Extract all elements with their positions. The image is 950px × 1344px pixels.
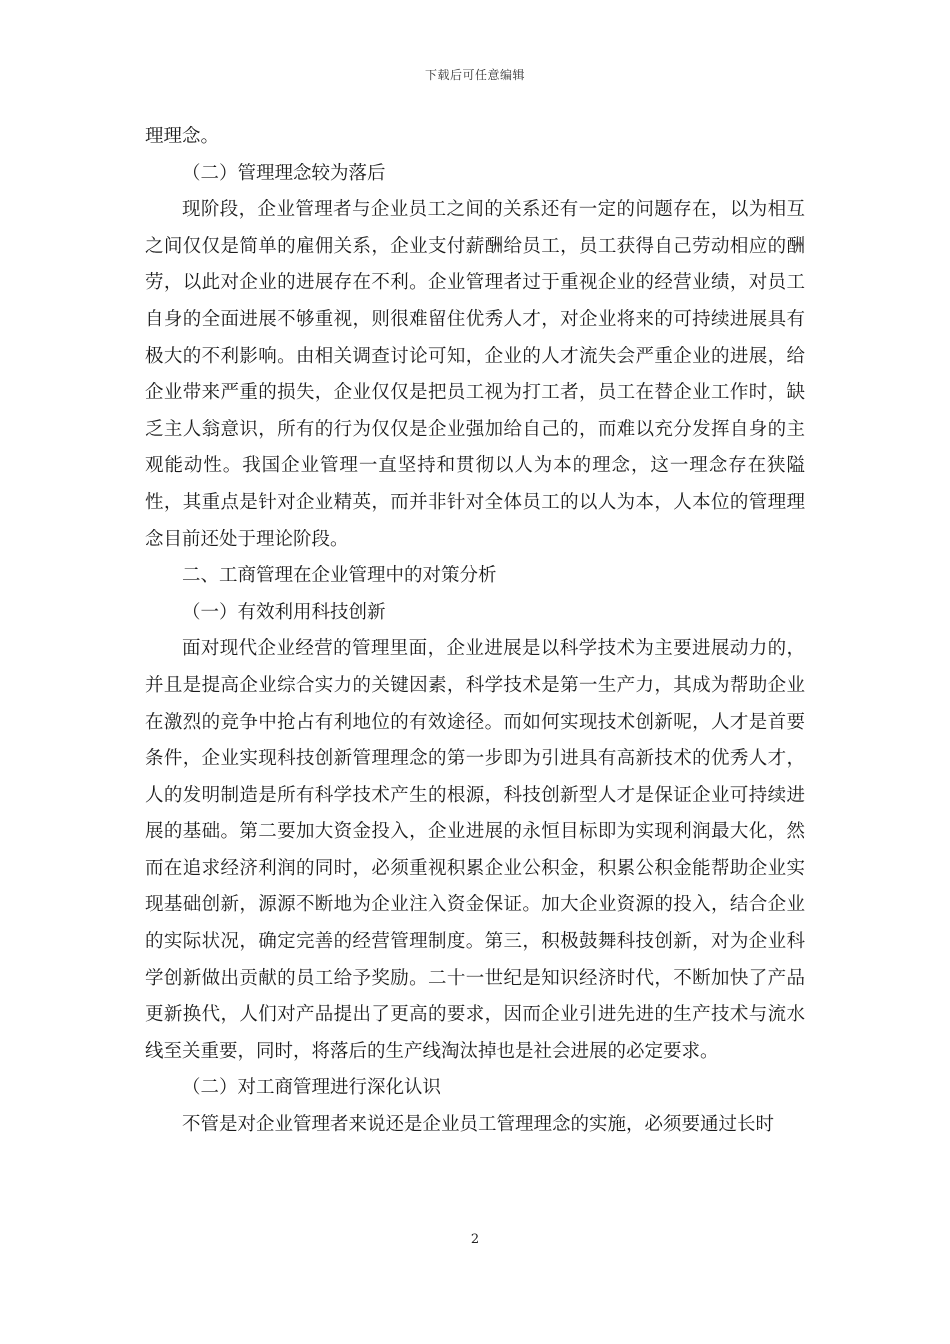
paragraph-deep-understanding: 不管是对企业管理者来说还是企业员工管理理念的实施，必须要通过长时: [182, 1114, 775, 1136]
paragraph-management-concept: 现阶段，企业管理者与企业员工之间的关系还有一定的问题存在，以为相互之间仅仅是简单的雇佣关系，企业支付薪酬给员工，员工获得自己劳动相应的酬劳，以此对企业的进展存在不利。企业管理者过于重视企业的经营业绩，对员工自身的全面进展不够重视，则很难留住优秀人才，对企业将来的可持续进展具有极大的不利影响。由相关调查讨论可知，企业的人才流失会严重企业的进展，给企业带来严重的损失，企业仅仅是把员工视为打工者，员工在替企业工作时，缺乏主人翁意识，所有的行为仅仅是企业强加给自己的，而难以充分发挥自身的主观能动性。我国企业管理一直坚持和贯彻以人为本的理念，这一理念存在狭隘性，其重点是针对企业精英，而并非针对全体员工的以人为本，人本位的管理理念目前还处于理论阶段。: [145, 199, 805, 550]
paragraph-continuation: 理理念。: [145, 126, 220, 147]
page-number: 2: [470, 1232, 480, 1247]
page-header: 下载后可任意编辑: [424, 68, 525, 82]
chapter-heading-countermeasures: 二、工商管理在企业管理中的对策分析: [182, 565, 497, 587]
section-heading-management-concept: （二）管理理念较为落后: [182, 162, 386, 184]
paragraph-tech-innovation: 面对现代企业经营的管理里面，企业进展是以科学技术为主要进展动力的，并且是提高企业综合实力的关键因素，科学技术是第一生产力，其成为帮助企业在激烈的竞争中抢占有利地位的有效途径。而如何实现技术创新呢，人才是首要条件，企业实现科技创新管理理念的第一步即为引进具有高新技术的优秀人才，人的发明制造是所有科学技术产生的根源，科技创新型人才是保证企业可持续进展的基础。第二要加大资金投入，企业进展的永恒目标即为实现利润最大化，然而在追求经济利润的同时，必须重视积累企业公积金，积累公积金能帮助企业实现基础创新，源源不断地为企业注入资金保证。加大企业资源的投入，结合企业的实际状况，确定完善的经营管理制度。第三，积极鼓舞科技创新，对为企业科学创新做出贡献的员工给予奖励。二十一世纪是知识经济时代，不断加快了产品更新换代，人们对产品提出了更高的要求，因而企业引进先进的生产技术与流水线至关重要，同时，将落后的生产线淘汰掉也是社会进展的必定要求。: [145, 638, 805, 1062]
section-heading-deep-understanding: （二）对工商管理进行深化认识: [182, 1077, 442, 1099]
document-body: [145, 119, 805, 1144]
section-heading-tech-innovation: （一）有效利用科技创新: [182, 601, 386, 623]
